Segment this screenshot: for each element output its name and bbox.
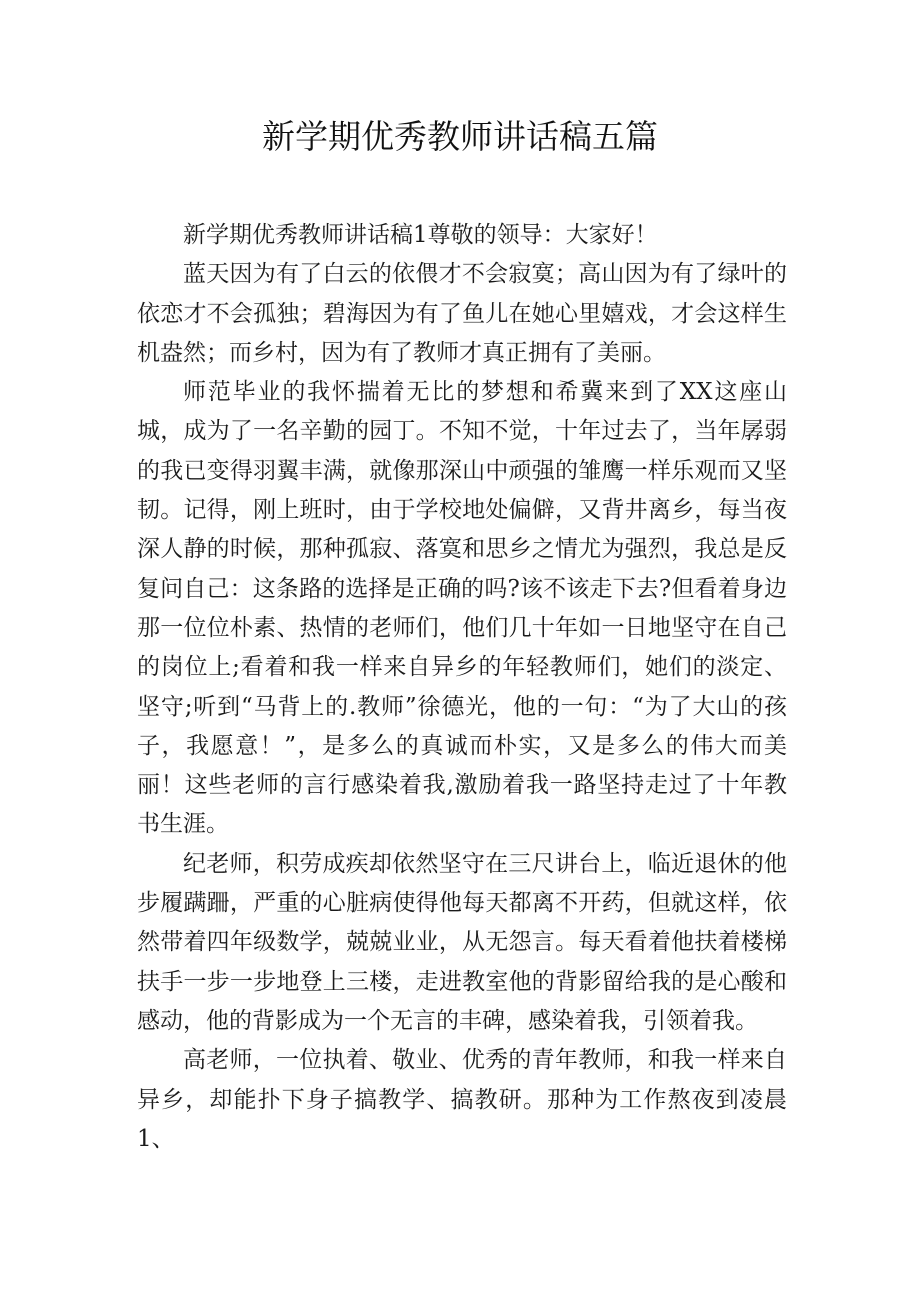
paragraph-teacher-ji: 纪老师，积劳成疾却依然坚守在三尺讲台上，临近退休的他步履蹒跚，严重的心脏病使得他每天都离不开药，但就这样，依然带着四年级数学，兢兢业业，从无怨言。每天看着他扶着楼梯扶手一步一步地登上三楼，走进教室他的背影留给我的是心酸和感动，他的背影成为一个无言的丰碑，感染着我，引领着我。 xyxy=(137,850,787,1034)
document-body xyxy=(137,216,787,1159)
paragraph-career: 师范毕业的我怀揣着无比的梦想和希冀来到了XX这座山城，成为了一名辛勤的园丁。不知不觉，十年过去了，当年孱弱的我已变得羽翼丰满，就像那深山中顽强的雏鹰一样乐观而又坚韧。记得，刚上班时，由于学校地处偏僻，又背井离乡，每当夜深人静的时候，那种孤寂、落寞和思乡之情尤为强烈，我总是反复问自己：这条路的选择是正确的吗?该不该走下去?但看着身边那一位位朴素、热情的老师们，他们几十年如一日地坚守在自己的岗位上;看着和我一样来自异乡的年轻教师们，她们的淡定、坚守;听到“马背上的.教师”徐德光，他的一句：“为了大山的孩子，我愿意！”，是多么的真诚而朴实，又是多么的伟大而美丽！这些老师的言行感染着我,激励着我一路坚持走过了十年教书生涯。 xyxy=(137,379,787,838)
document-title: 新学期优秀教师讲话稿五篇 xyxy=(262,117,658,156)
paragraph-intro: 蓝天因为有了白云的依偎才不会寂寞；高山因为有了绿叶的依恋才不会孤独；碧海因为有了鱼儿在她心里嬉戏，才会这样生机盎然；而乡村，因为有了教师才真正拥有了美丽。 xyxy=(137,261,787,366)
paragraph-greeting: 新学期优秀教师讲话稿1尊敬的领导：大家好！ xyxy=(183,222,658,248)
paragraph-teacher-gao: 高老师，一位执着、敬业、优秀的青年教师，和我一样来自异乡，却能扑下身子搞教学、搞教研。那种为工作熬夜到凌晨1、 xyxy=(137,1047,787,1152)
